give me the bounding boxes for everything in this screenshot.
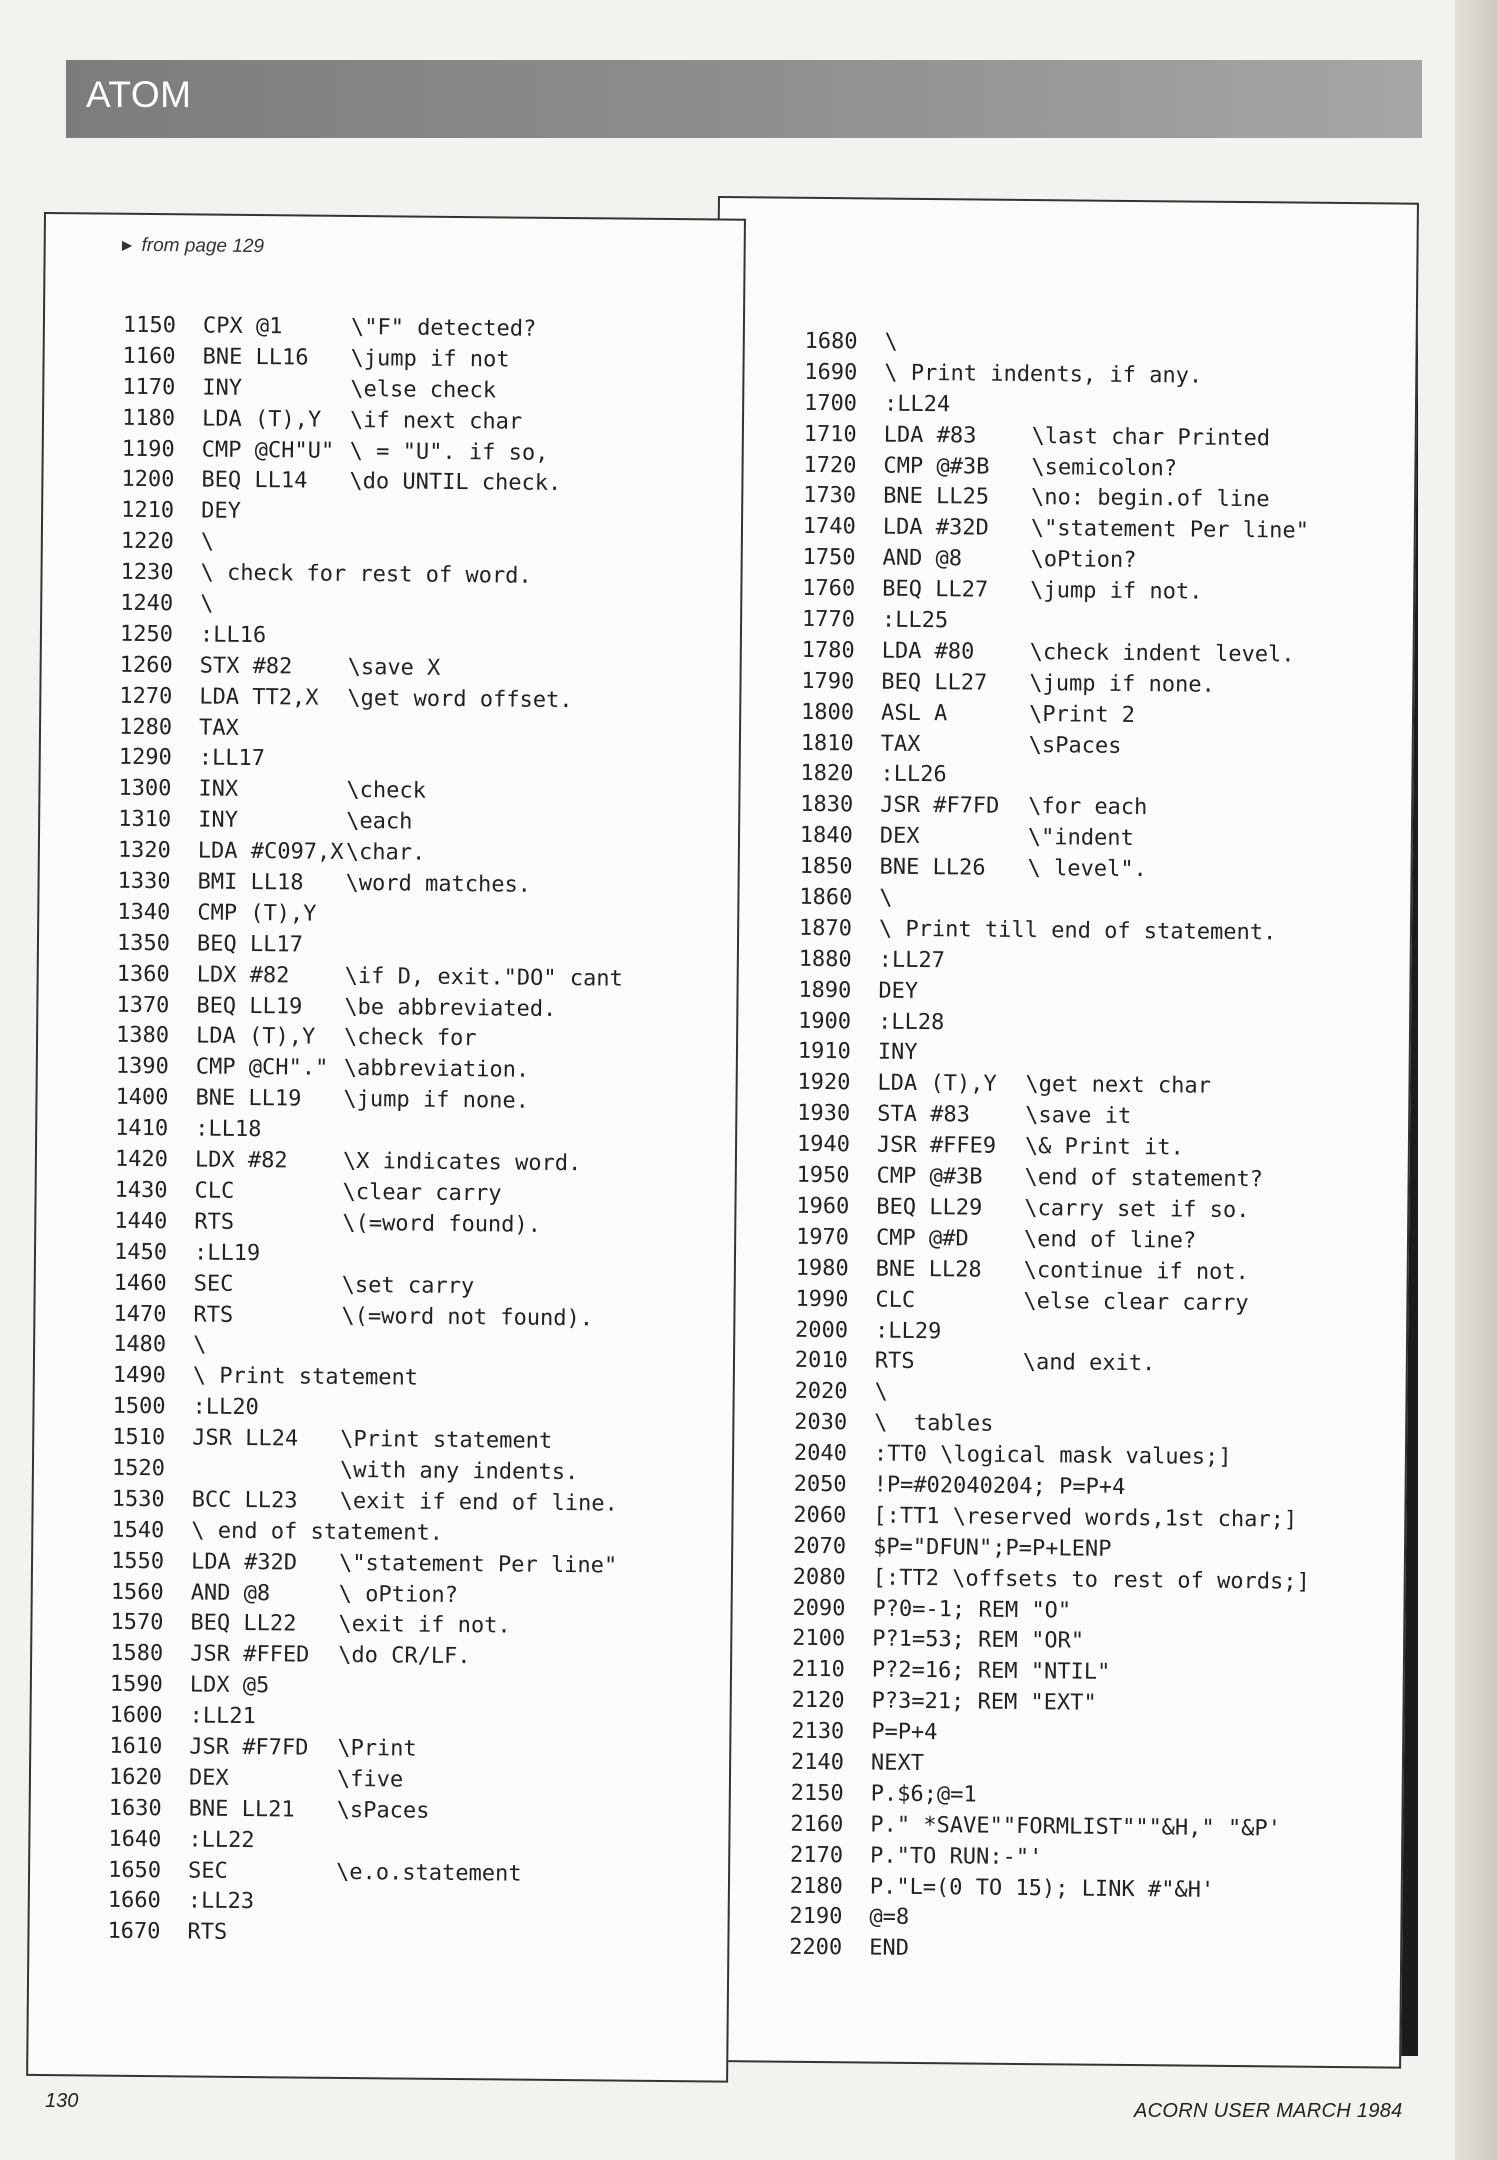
instruction: \ check for rest of word. bbox=[200, 560, 532, 589]
instruction: \ bbox=[884, 329, 898, 355]
instruction: CLC bbox=[194, 1178, 235, 1204]
comment: \five bbox=[336, 1766, 404, 1793]
instruction: LDA TT2,X bbox=[199, 684, 319, 711]
comment: \jump if not. bbox=[1030, 578, 1203, 605]
line-number: 2080 bbox=[792, 1564, 846, 1590]
comment: \be abbreviated. bbox=[344, 994, 557, 1022]
comment: \ oPtion? bbox=[338, 1581, 459, 1608]
line-number: 1410 bbox=[115, 1115, 169, 1142]
line-number: 1530 bbox=[111, 1486, 165, 1513]
instruction: CMP @#3B bbox=[883, 453, 990, 480]
instruction: \ bbox=[879, 885, 893, 911]
line-number: 1230 bbox=[120, 559, 174, 586]
line-number: 1980 bbox=[795, 1255, 849, 1282]
section-title: ATOM bbox=[86, 74, 192, 115]
line-number: 1620 bbox=[108, 1764, 163, 1791]
instruction: BEQ LL14 bbox=[201, 467, 308, 494]
instruction: CMP @CH"." bbox=[195, 1054, 329, 1082]
line-number: 1210 bbox=[121, 498, 175, 524]
line-number: 1960 bbox=[796, 1193, 850, 1220]
magazine-issue: ACORN USER MARCH 1984 bbox=[1134, 2100, 1403, 2122]
instruction: RTS bbox=[874, 1348, 915, 1375]
comment: \do CR/LF. bbox=[338, 1643, 471, 1670]
line-number: 1720 bbox=[803, 452, 857, 478]
comment: \end of statement? bbox=[1024, 1165, 1264, 1193]
instruction: INX bbox=[198, 776, 239, 803]
instruction: RTS bbox=[194, 1209, 235, 1235]
instruction: :LL28 bbox=[877, 1009, 945, 1035]
line-number: 1910 bbox=[797, 1039, 851, 1065]
comment: \jump if none. bbox=[343, 1087, 530, 1114]
instruction: P?0=-1; REM "O" bbox=[872, 1596, 1072, 1623]
instruction: CMP (T),Y bbox=[197, 900, 317, 927]
line-number: 2150 bbox=[790, 1780, 844, 1807]
instruction: \ tables bbox=[874, 1410, 994, 1437]
comment: \& Print it. bbox=[1024, 1134, 1184, 1161]
comment: \no: begin.of line bbox=[1030, 485, 1270, 513]
comment: \oPtion? bbox=[1030, 547, 1137, 574]
instruction: BEQ LL22 bbox=[190, 1610, 297, 1637]
comment: \each bbox=[346, 809, 413, 835]
line-number: 1580 bbox=[110, 1640, 164, 1667]
instruction: LDA (T),Y bbox=[201, 406, 322, 433]
line-number: 1430 bbox=[114, 1177, 168, 1204]
comment: \save it bbox=[1025, 1103, 1132, 1130]
comment: \do UNTIL check. bbox=[349, 469, 562, 497]
instruction: STX #82 bbox=[199, 653, 293, 680]
line-number: 1630 bbox=[108, 1795, 162, 1821]
instruction: DEX bbox=[879, 823, 920, 850]
line-number: 1290 bbox=[118, 745, 172, 771]
line-number: 1420 bbox=[114, 1146, 169, 1173]
instruction: DEY bbox=[201, 498, 242, 525]
line-number: 1710 bbox=[803, 421, 857, 448]
instruction: BEQ LL27 bbox=[881, 669, 988, 696]
instruction: $P="DFUN";P=P+LENP bbox=[872, 1534, 1112, 1562]
instruction: [:TT1 \reserved words,1st char;] bbox=[873, 1503, 1298, 1533]
line-number: 1990 bbox=[795, 1286, 849, 1312]
instruction: LDA #83 bbox=[883, 422, 977, 449]
line-number: 1830 bbox=[800, 792, 854, 818]
instruction: INY bbox=[877, 1040, 918, 1066]
instruction: BNE LL19 bbox=[195, 1085, 302, 1112]
instruction: P." *SAVE""FORMLIST"""&H," "&P' bbox=[870, 1812, 1282, 1842]
code-line bbox=[107, 1917, 747, 1954]
instruction: :LL21 bbox=[189, 1703, 256, 1730]
instruction: JSR LL24 bbox=[192, 1425, 299, 1452]
line-number: 1670 bbox=[107, 1919, 161, 1945]
instruction: JSR #FFE9 bbox=[876, 1132, 997, 1159]
instruction: AND @8 bbox=[190, 1579, 271, 1606]
instruction: \ bbox=[874, 1379, 888, 1405]
line-number: 1370 bbox=[116, 992, 170, 1018]
instruction: BEQ LL17 bbox=[196, 931, 304, 958]
instruction: :LL26 bbox=[880, 762, 947, 788]
line-number: 1160 bbox=[122, 343, 176, 370]
comment: \semicolon? bbox=[1031, 454, 1178, 481]
instruction: :LL25 bbox=[881, 607, 949, 634]
line-number: 1610 bbox=[109, 1733, 163, 1760]
instruction: P."L=(0 TO 15); LINK #"&H' bbox=[869, 1874, 1215, 1903]
line-number: 1510 bbox=[112, 1424, 166, 1451]
line-number: 1170 bbox=[122, 374, 176, 401]
code-line bbox=[789, 1933, 1429, 1970]
line-number: 1860 bbox=[799, 884, 853, 911]
comment: \get next char bbox=[1025, 1072, 1212, 1100]
comment: \word matches. bbox=[345, 870, 532, 898]
instruction: JSR #F7FD bbox=[880, 792, 1000, 820]
line-number: 1240 bbox=[120, 590, 174, 617]
comment: \else clear carry bbox=[1023, 1288, 1249, 1316]
instruction: :LL23 bbox=[187, 1888, 255, 1915]
instruction: CMP @#D bbox=[875, 1225, 969, 1252]
instruction: LDA #32D bbox=[882, 514, 989, 541]
instruction: LDX @5 bbox=[189, 1672, 270, 1699]
comment: \if next char bbox=[349, 407, 523, 435]
comment: \check bbox=[346, 778, 427, 805]
instruction: \ bbox=[200, 529, 215, 555]
line-number: 1740 bbox=[802, 514, 856, 540]
line-number: 1360 bbox=[116, 961, 170, 987]
comment: \sPaces bbox=[1028, 732, 1122, 759]
instruction: P.$6;@=1 bbox=[870, 1781, 977, 1808]
instruction: \ bbox=[200, 591, 214, 617]
arrow-right-icon: ► bbox=[118, 235, 136, 255]
comment: \jump if none. bbox=[1029, 670, 1215, 698]
comment: \Print 2 bbox=[1028, 701, 1136, 728]
line-number: 1390 bbox=[115, 1054, 169, 1080]
line-number: 1930 bbox=[797, 1101, 851, 1127]
line-number: 1700 bbox=[803, 390, 858, 417]
line-number: 1520 bbox=[111, 1455, 166, 1482]
line-number: 2170 bbox=[789, 1842, 844, 1868]
line-number: 1920 bbox=[797, 1070, 851, 1096]
line-number: 2040 bbox=[793, 1440, 848, 1467]
comment: \X indicates word. bbox=[342, 1148, 582, 1177]
line-number: 1840 bbox=[799, 823, 853, 849]
line-number: 1300 bbox=[118, 776, 172, 802]
line-number: 2160 bbox=[790, 1811, 844, 1838]
instruction: [:TT2 \offsets to rest of words;] bbox=[872, 1565, 1310, 1595]
instruction: P?3=21; REM "EXT" bbox=[871, 1688, 1097, 1716]
line-number: 1280 bbox=[118, 714, 173, 740]
instruction: NEXT bbox=[870, 1750, 925, 1777]
code-listing-left bbox=[107, 311, 763, 2037]
line-number: 1820 bbox=[800, 761, 854, 787]
instruction: \ bbox=[193, 1332, 207, 1359]
comment: \clear carry bbox=[342, 1179, 502, 1207]
line-number: 2120 bbox=[791, 1687, 845, 1714]
comment: \(=word not found). bbox=[341, 1303, 594, 1331]
line-number: 1220 bbox=[120, 528, 174, 555]
instruction: LDA #32D bbox=[190, 1549, 298, 1576]
instruction: DEY bbox=[878, 978, 919, 1004]
line-number: 2100 bbox=[792, 1626, 846, 1652]
line-number: 1150 bbox=[122, 312, 177, 339]
instruction: BNE LL26 bbox=[879, 854, 986, 881]
line-number: 1450 bbox=[113, 1239, 168, 1265]
line-number: 1310 bbox=[118, 806, 172, 833]
line-number: 1320 bbox=[117, 837, 171, 864]
comment: \Print bbox=[337, 1735, 417, 1762]
comment: \exit if not. bbox=[338, 1612, 511, 1639]
line-number: 1950 bbox=[796, 1162, 850, 1189]
instruction: BNE LL28 bbox=[875, 1256, 982, 1283]
instruction: INY bbox=[198, 807, 239, 834]
line-number: 1640 bbox=[108, 1826, 162, 1852]
line-number: 1600 bbox=[109, 1702, 163, 1729]
instruction: LDA #80 bbox=[881, 638, 975, 665]
line-number: 1380 bbox=[115, 1023, 170, 1049]
comment: \"statement Per line" bbox=[338, 1550, 618, 1579]
line-number: 2010 bbox=[794, 1348, 848, 1374]
comment: \and exit. bbox=[1022, 1350, 1156, 1377]
listing-panel-right bbox=[700, 196, 1419, 2069]
comment: \sPaces bbox=[336, 1797, 430, 1824]
instruction: :LL19 bbox=[193, 1240, 261, 1266]
comment: \ = "U". if so, bbox=[349, 438, 549, 466]
instruction: CMP @#3B bbox=[876, 1163, 983, 1190]
comment: \for each bbox=[1028, 794, 1148, 821]
line-number: 1270 bbox=[119, 683, 173, 709]
code-listing-right bbox=[788, 327, 1444, 2053]
comment: \carry set if so. bbox=[1024, 1195, 1250, 1224]
line-number: 1340 bbox=[117, 899, 171, 926]
instruction: RTS bbox=[193, 1301, 234, 1328]
line-number: 1780 bbox=[801, 637, 855, 664]
comment: \save X bbox=[347, 654, 441, 681]
section-banner bbox=[66, 60, 1422, 138]
line-number: 1330 bbox=[117, 868, 171, 895]
instruction: END bbox=[869, 1935, 910, 1962]
instruction: !P=#02040204; P=P+4 bbox=[873, 1472, 1126, 1500]
line-number: 1790 bbox=[801, 668, 855, 695]
instruction: SEC bbox=[187, 1857, 228, 1884]
line-number: 1200 bbox=[121, 467, 175, 493]
instruction: JSR #FFED bbox=[190, 1641, 310, 1668]
instruction: P."TO RUN:-"' bbox=[869, 1843, 1043, 1870]
comment: \"F" detected? bbox=[350, 314, 537, 342]
line-number: 1560 bbox=[110, 1579, 164, 1605]
line-number: 1490 bbox=[112, 1362, 166, 1389]
comment: \exit if end of line. bbox=[339, 1488, 618, 1517]
line-number: 1660 bbox=[107, 1888, 161, 1914]
comment: \"statement Per line" bbox=[1030, 516, 1310, 545]
comment: \check for bbox=[343, 1025, 477, 1052]
line-number: 1440 bbox=[114, 1208, 168, 1235]
line-number: 1190 bbox=[121, 436, 175, 462]
instruction: BNE LL16 bbox=[202, 344, 309, 371]
instruction: \ Print indents, if any. bbox=[884, 360, 1203, 389]
comment: \end of line? bbox=[1023, 1226, 1197, 1254]
comment: \ level". bbox=[1027, 856, 1147, 883]
instruction: :TT0 \logical mask values;] bbox=[873, 1441, 1232, 1471]
instruction: \ end of statement. bbox=[191, 1518, 444, 1546]
comment: \jump if not bbox=[350, 345, 510, 373]
instruction: LDX #82 bbox=[196, 962, 290, 989]
line-number: 1540 bbox=[111, 1517, 165, 1543]
continuation-note bbox=[119, 235, 265, 258]
line-number: 1470 bbox=[113, 1301, 167, 1327]
line-number: 1870 bbox=[798, 915, 853, 942]
comment: \continue if not. bbox=[1023, 1257, 1249, 1285]
instruction: :LL24 bbox=[883, 391, 951, 418]
line-number: 1680 bbox=[804, 328, 858, 355]
line-number: 1900 bbox=[797, 1008, 852, 1034]
page-edge bbox=[1455, 0, 1497, 2160]
line-number: 2000 bbox=[795, 1317, 849, 1343]
instruction: LDA (T),Y bbox=[195, 1023, 316, 1051]
line-number: 1500 bbox=[112, 1393, 166, 1420]
line-number: 2200 bbox=[789, 1935, 843, 1961]
line-number: 1750 bbox=[802, 545, 856, 571]
instruction: :LL22 bbox=[188, 1827, 255, 1853]
instruction: BMI LL18 bbox=[197, 869, 304, 896]
line-number: 2050 bbox=[793, 1471, 847, 1498]
instruction: @=8 bbox=[869, 1904, 910, 1931]
line-number: 2180 bbox=[789, 1873, 843, 1899]
instruction: P?2=16; REM "NTIL" bbox=[871, 1657, 1111, 1686]
instruction bbox=[192, 1454, 340, 1486]
instruction: :LL16 bbox=[199, 622, 267, 649]
line-number: 1690 bbox=[804, 359, 858, 386]
line-number: 1760 bbox=[802, 575, 856, 602]
page-number: 130 bbox=[45, 2090, 79, 2112]
instruction: ASL A bbox=[880, 700, 948, 726]
line-number: 2030 bbox=[794, 1409, 848, 1436]
instruction: BCC LL23 bbox=[191, 1487, 298, 1514]
instruction: LDA #C097,X bbox=[197, 838, 344, 866]
instruction: INY bbox=[202, 375, 243, 401]
line-number: 2090 bbox=[792, 1595, 846, 1621]
line-number: 1260 bbox=[119, 652, 173, 679]
line-number: 2020 bbox=[794, 1379, 848, 1405]
line-number: 1480 bbox=[113, 1332, 167, 1358]
listing-panel-left bbox=[26, 212, 746, 2083]
line-number: 1250 bbox=[119, 621, 174, 648]
line-number: 1180 bbox=[121, 405, 176, 431]
instruction: BNE LL25 bbox=[883, 484, 990, 511]
from-page-text: from page 129 bbox=[141, 234, 265, 258]
instruction: :LL29 bbox=[874, 1318, 942, 1344]
instruction: CMP @CH"U" bbox=[201, 437, 335, 464]
comment: \check indent level. bbox=[1029, 639, 1295, 668]
instruction: LDA (T),Y bbox=[877, 1070, 997, 1098]
instruction: BEQ LL27 bbox=[882, 576, 989, 603]
instruction: :LL17 bbox=[198, 745, 266, 772]
instruction: \ Print statement bbox=[192, 1363, 419, 1391]
line-number: 2060 bbox=[793, 1502, 847, 1529]
comment: \e.o.statement bbox=[335, 1859, 522, 1887]
line-number: 1730 bbox=[803, 483, 857, 509]
line-number: 1810 bbox=[800, 730, 854, 756]
instruction: RTS bbox=[187, 1919, 228, 1946]
comment: \last char Printed bbox=[1031, 423, 1271, 451]
comment: \abbreviation. bbox=[343, 1056, 530, 1084]
line-number: 1800 bbox=[800, 699, 855, 726]
instruction: BEQ LL29 bbox=[876, 1194, 983, 1221]
line-number: 1400 bbox=[115, 1084, 169, 1111]
instruction: :LL18 bbox=[195, 1116, 262, 1143]
line-number: 1850 bbox=[799, 853, 853, 880]
instruction: JSR #F7FD bbox=[189, 1734, 309, 1761]
comment: \else check bbox=[350, 376, 497, 404]
line-number: 2130 bbox=[791, 1718, 845, 1745]
line-number: 1880 bbox=[798, 946, 852, 973]
comment: \Print statement bbox=[340, 1426, 553, 1454]
instruction: TAX bbox=[880, 731, 921, 757]
line-number: 1570 bbox=[110, 1610, 164, 1636]
line-number: 2140 bbox=[790, 1749, 845, 1776]
line-number: 1460 bbox=[113, 1270, 167, 1296]
instruction: BNE LL21 bbox=[188, 1796, 295, 1823]
line-number: 2190 bbox=[789, 1904, 843, 1930]
instruction: CLC bbox=[875, 1287, 916, 1313]
line-number: 1590 bbox=[109, 1671, 163, 1698]
comment: \set carry bbox=[341, 1272, 475, 1299]
comment: \"indent bbox=[1027, 825, 1134, 852]
line-number: 1940 bbox=[796, 1131, 851, 1158]
instruction: BEQ LL19 bbox=[196, 993, 303, 1020]
instruction: \ Print till end of statement. bbox=[878, 916, 1277, 946]
instruction: SEC bbox=[193, 1271, 234, 1297]
line-number: 2110 bbox=[791, 1657, 845, 1683]
instruction: DEX bbox=[188, 1765, 229, 1791]
line-number: 2070 bbox=[792, 1533, 847, 1560]
line-number: 1770 bbox=[801, 606, 856, 633]
instruction: LDX #82 bbox=[194, 1147, 288, 1174]
line-number: 1890 bbox=[798, 977, 852, 1004]
line-number: 1650 bbox=[107, 1857, 162, 1883]
comment: \if D, exit."DO" cant bbox=[344, 963, 623, 992]
line-number: 1970 bbox=[795, 1224, 850, 1251]
instruction: TAX bbox=[198, 715, 239, 741]
instruction: CPX @1 bbox=[202, 313, 283, 340]
instruction: P?1=53; REM "OR" bbox=[872, 1626, 1085, 1654]
instruction: :LL20 bbox=[192, 1394, 259, 1421]
comment: \(=word found). bbox=[342, 1210, 542, 1238]
line-number: 1350 bbox=[116, 930, 171, 957]
comment: \get word offset. bbox=[347, 685, 573, 713]
instruction: :LL27 bbox=[878, 947, 946, 974]
comment: \char. bbox=[345, 840, 426, 866]
comment: \with any indents. bbox=[339, 1457, 579, 1486]
instruction: AND @8 bbox=[882, 545, 963, 572]
instruction: P=P+4 bbox=[871, 1719, 938, 1746]
instruction: STA #83 bbox=[877, 1101, 971, 1128]
line-number: 1550 bbox=[110, 1548, 165, 1574]
